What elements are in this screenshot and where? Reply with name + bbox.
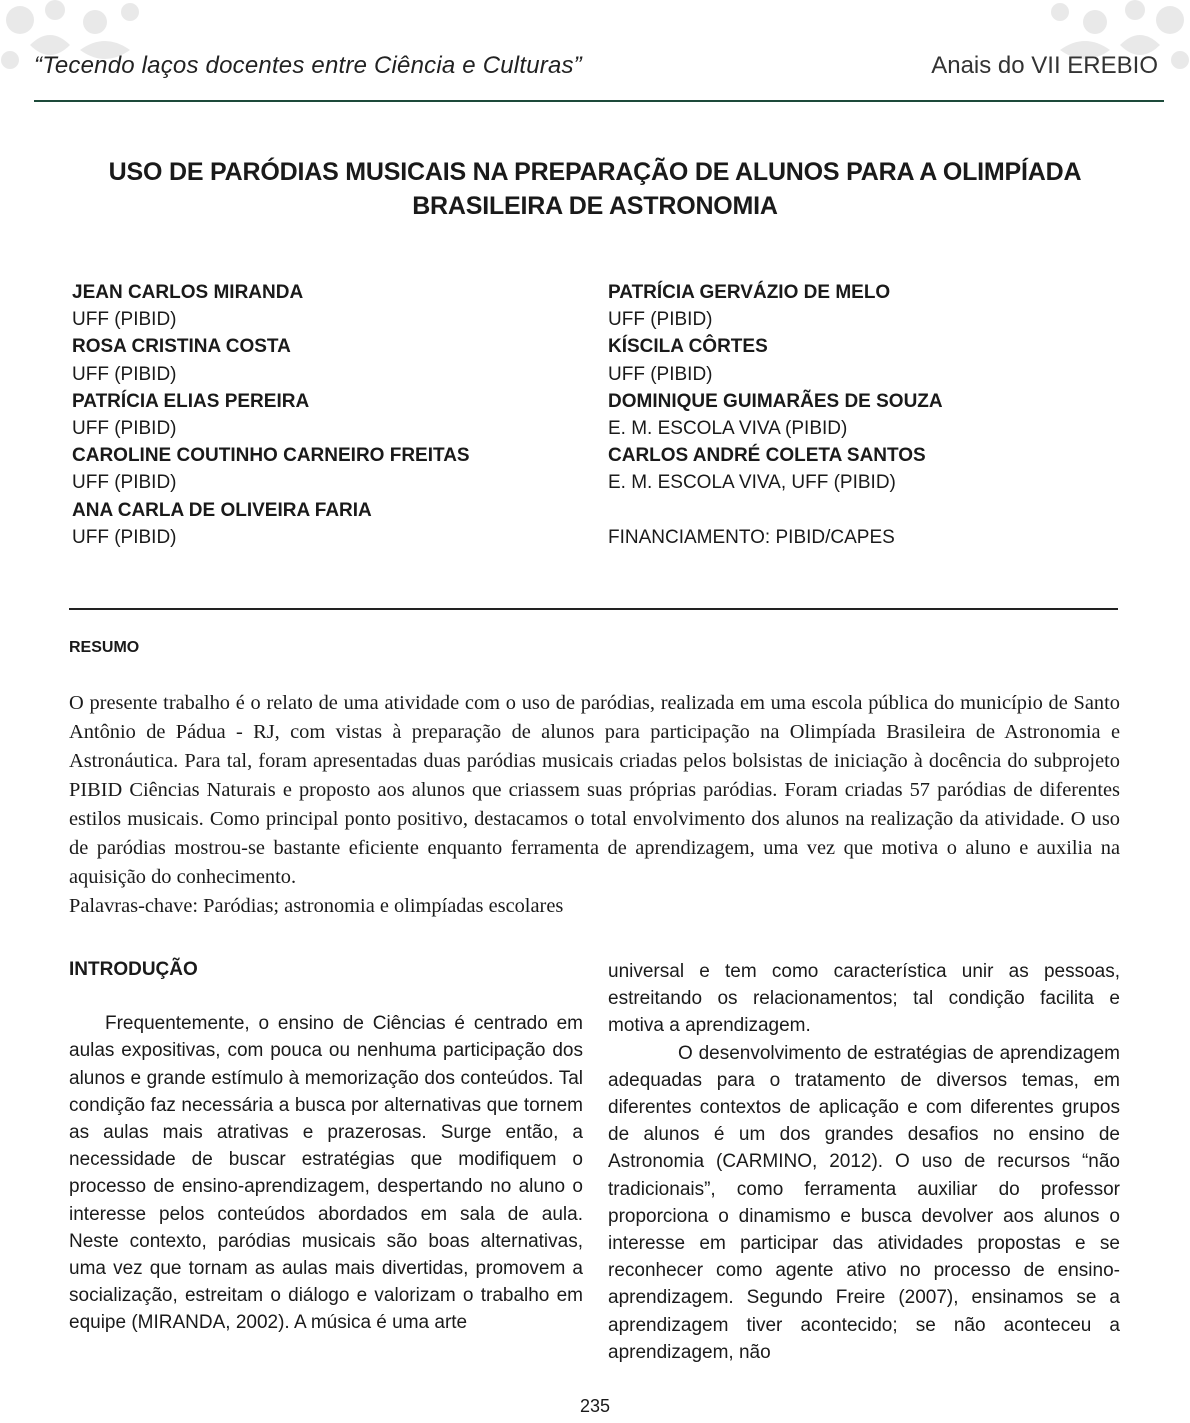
author-affiliation: UFF (PIBID) (72, 363, 177, 385)
intro-paragraph: O desenvolvimento de estratégias de aprendizagem adequadas para o tratamento de diversos temas, em diferentes contextos de aplicação e com diferentes grupos de alunos é um dos grandes desafios no ensino de Astronomia (CARMINO, 2012). O uso de recursos “não tradicionais”, como ferramenta auxiliar do professor proporciona o dinamismo e busca devolver aos alunos o interesse em participar das atividades propostas e se reconhecer como agente ativo no processo de ensino-aprendizagem. Segundo Freire (2007), ensinamos se a aprendizagem tiver acontecido; se não aconteceu a aprendizagem, não (608, 1042, 1120, 1363)
author-affiliation: E. M. ESCOLA VIVA (PIBID) (608, 418, 848, 440)
intro-left-column (69, 956, 583, 1337)
authors-right-column (608, 279, 1128, 551)
author-affiliation: UFF (PIBID) (608, 309, 713, 331)
intro-right-column (608, 958, 1120, 1366)
author-name: KÍSCILA CÔRTES (608, 336, 768, 358)
author-name: CARLOS ANDRÉ COLETA SANTOS (608, 445, 926, 467)
author-affiliation: E. M. ESCOLA VIVA, UFF (PIBID) (608, 472, 896, 494)
section-divider (69, 608, 1118, 610)
header-divider (34, 100, 1164, 102)
spacer (608, 497, 1128, 524)
intro-paragraph: Frequentemente, o ensino de Ciências é centrado em aulas expositivas, com pouca ou nenhuma participação dos alunos e grande estímulo à memorização dos conteúdos. Tal condição faz necessária a busca por alternativas que tornem as aulas mais atrativas e prazerosas. Surge então, a necessidade de buscar estratégias que modifiquem o processo de ensino-aprendizagem, despertando no aluno o interesse pelos conteúdos abordados em sala de aula. Neste contexto, paródias musicais são boas alternativas, uma vez que tornam as aulas mais divertidas, promovem a socialização, estreitam o diálogo e valorizam o trabalho em equipe (MIRANDA, 2002). A música é uma arte (69, 1013, 583, 1334)
introduction-heading: INTRODUÇÃO (69, 959, 198, 980)
author-name: PATRÍCIA GERVÁZIO DE MELO (608, 282, 891, 303)
header-motto: “Tecendo laços docentes entre Ciência e Culturas” (34, 52, 582, 79)
intro-paragraph-continued: universal e tem como característica unir as pessoas, estreitando os relacionamentos; tal condição facilita e motiva a aprendizagem. (608, 961, 1120, 1037)
author-affiliation: UFF (PIBID) (72, 418, 177, 440)
author-name: JEAN CARLOS MIRANDA (72, 282, 304, 303)
author-affiliation: UFF (PIBID) (608, 363, 713, 385)
author-name: DOMINIQUE GUIMARÃES DE SOUZA (608, 390, 943, 412)
authors-left-column (72, 279, 572, 551)
page-header (0, 52, 1190, 92)
header-annals: Anais do VII EREBIO (931, 52, 1158, 79)
keywords: Palavras-chave: Paródias; astronomia e olimpíadas escolares (69, 895, 564, 917)
abstract-heading: RESUMO (69, 639, 140, 656)
abstract-body (69, 689, 1120, 921)
author-affiliation: UFF (PIBID) (72, 472, 177, 494)
author-name: PATRÍCIA ELIAS PEREIRA (72, 390, 310, 412)
author-affiliation: UFF (PIBID) (72, 309, 177, 331)
abstract-paragraph: O presente trabalho é o relato de uma atividade com o uso de paródias, realizada em uma escola pública do município de Santo Antônio de Pádua - RJ, com vistas à preparação de alunos para participação na Olimpíada Brasileira de Astronomia e Astronáutica. Para tal, foram apresentadas duas paródias musicais criadas pelos bolsistas de iniciação à docência do subprojeto PIBID Ciências Naturais e proposto aos alunos que criassem suas próprias paródias. Foram criadas 57 paródias de diferentes estilos musicais. Como principal ponto positivo, destacamos o total envolvimento dos alunos na realização da atividade. O uso de paródias mostrou-se bastante eficiente enquanto ferramenta de aprendizagem, uma vez que motiva o aluno e auxilia na aquisição do conhecimento. (69, 692, 1120, 888)
author-name: ANA CARLA DE OLIVEIRA FARIA (72, 499, 372, 521)
author-name: CAROLINE COUTINHO CARNEIRO FREITAS (72, 445, 470, 467)
page-number: 235 (579, 1396, 611, 1416)
author-name: ROSA CRISTINA COSTA (72, 336, 291, 358)
funding-note: FINANCIAMENTO: PIBID/CAPES (608, 526, 895, 548)
paper-title: USO DE PARÓDIAS MUSICAIS NA PREPARAÇÃO DE ALUNOS PARA A OLIMPÍADA BRASILEIRA DE ASTRONOMIA (108, 158, 1082, 220)
author-affiliation: UFF (PIBID) (72, 526, 177, 548)
